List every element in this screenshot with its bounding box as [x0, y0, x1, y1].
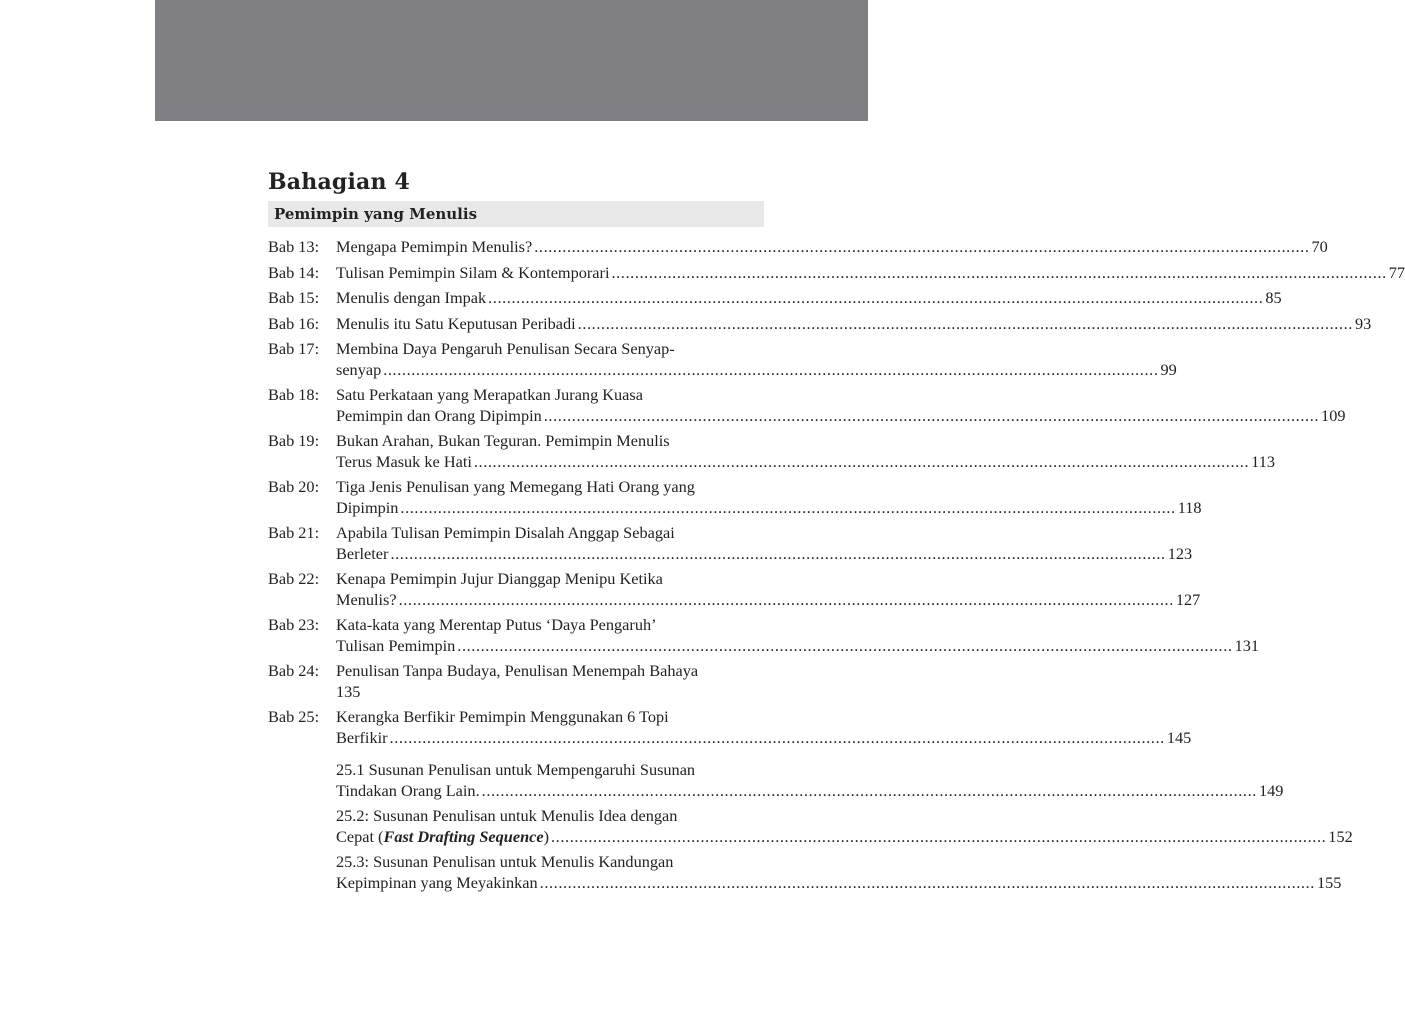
chapter-title	[336, 569, 1200, 610]
page-number: 109	[1321, 405, 1346, 425]
dot-leader	[551, 827, 1326, 848]
chapter-title-last-line	[336, 636, 1259, 657]
toc-entry	[268, 339, 1177, 380]
chapter-title-text: Mengapa Pemimpin Menulis?	[336, 237, 533, 256]
chapter-number: Bab 23:	[268, 615, 320, 634]
subsection-title-text: Kepimpinan yang Meyakinkan	[336, 872, 538, 892]
toc-entry	[268, 288, 1282, 309]
chapter-title-line: Bukan Arahan, Bukan Teguran. Pemimpin Menulis	[336, 431, 670, 450]
page-number: 118	[1177, 497, 1202, 517]
chapter-number: Bab 15:	[268, 288, 320, 307]
dot-leader	[390, 728, 1165, 749]
chapter-title	[336, 339, 1177, 380]
page-number: 155	[1316, 872, 1342, 892]
dot-leader	[474, 452, 1249, 473]
chapter-title-line: Tiga Jenis Penulisan yang Memegang Hati Orang yang	[336, 477, 695, 496]
subsection-title	[316, 760, 1283, 801]
chapter-title-line: 135	[336, 681, 361, 701]
page-number: 123	[1167, 543, 1193, 563]
chapter-number: Bab 24:	[268, 661, 320, 680]
chapter-title-text: Tulisan Pemimpin	[336, 635, 456, 655]
chapter-title-line: Kerangka Berfikir Pemimpin Menggunakan 6 Topi	[336, 707, 669, 726]
dot-leader	[611, 263, 1386, 284]
chapter-title-text: Tulisan Pemimpin Silam & Kontemporari	[336, 262, 610, 282]
toc-subentry	[316, 852, 1342, 893]
chapter-title-text: Menulis dengan Impak	[336, 288, 487, 307]
dot-leader	[482, 781, 1257, 802]
page-number: 149	[1258, 780, 1284, 800]
dot-leader	[400, 498, 1175, 519]
section-title: Pemimpin yang Menulis	[268, 201, 764, 227]
toc-entry	[268, 615, 1259, 656]
toc-entry	[268, 237, 1328, 258]
chapter-title	[336, 523, 1192, 564]
toc-entry	[268, 431, 1275, 472]
chapter-title	[336, 477, 1202, 518]
table-of-contents	[268, 237, 1405, 893]
chapter-title-last-line	[336, 288, 1282, 309]
toc-entry	[268, 477, 1202, 518]
chapter-number: Bab 22:	[268, 569, 320, 588]
chapter-title	[336, 263, 1405, 284]
toc-entry	[268, 523, 1193, 564]
chapter-number: Bab 16:	[268, 313, 320, 333]
chapter-title-text: Terus Masuk ke Hati	[336, 451, 472, 471]
toc-subentry	[316, 806, 1353, 847]
chapter-title-line: Kenapa Pemimpin Jujur Dianggap Menipu Ketika	[336, 569, 663, 588]
subsection-title-last-line	[336, 781, 1283, 802]
subsection-title	[316, 852, 1341, 893]
subsection-title-emphasis: Fast Drafting Sequence	[383, 826, 544, 846]
toc-entry	[268, 385, 1346, 426]
chapter-title	[336, 661, 764, 702]
chapter-title-last-line	[336, 237, 1328, 258]
dot-leader	[399, 590, 1174, 611]
chapter-title	[336, 237, 1328, 258]
dot-leader	[544, 406, 1319, 427]
chapter-title	[336, 431, 1275, 472]
chapter-title-line: Membina Daya Pengaruh Penulisan Secara Senyap-	[336, 339, 675, 358]
chapter-title	[336, 314, 1371, 335]
subsection-title	[316, 806, 1353, 847]
chapter-title-line: Apabila Tulisan Pemimpin Disalah Anggap Sebagai	[336, 523, 675, 542]
chapter-title-line: Kata-kata yang Merentap Putus ‘Daya Pengaruh’	[336, 615, 657, 634]
part-title: Bahagian 4	[268, 169, 411, 195]
dot-leader	[457, 636, 1232, 657]
chapter-title-text: Menulis itu Satu Keputusan Peribadi	[336, 313, 576, 333]
header-band	[155, 0, 868, 121]
chapter-title	[336, 385, 1345, 426]
chapter-title-last-line	[336, 314, 1371, 335]
chapter-number: Bab 18:	[268, 385, 320, 404]
chapter-number: Bab 21:	[268, 523, 320, 542]
chapter-title-last-line	[336, 360, 1177, 381]
toc-entry	[268, 707, 1192, 748]
subsection-title-line: 25.3: Susunan Penulisan untuk Menulis Kandungan	[336, 852, 674, 871]
page-number: 113	[1251, 451, 1275, 471]
chapter-number: Bab 20:	[268, 477, 320, 496]
chapter-title	[336, 615, 1259, 656]
page-number: 131	[1234, 635, 1259, 655]
subsection-title-line: 25.2: Susunan Penulisan untuk Menulis Idea dengan	[336, 806, 678, 825]
subsection-title-line: 25.1 Susunan Penulisan untuk Mempengaruhi Susunan	[336, 760, 696, 779]
chapter-title-text: Berfikir	[336, 727, 388, 747]
page-number: 99	[1160, 359, 1177, 379]
chapter-title-last-line	[336, 728, 1191, 749]
page-number: 77	[1388, 262, 1405, 282]
chapter-title-last-line	[336, 452, 1275, 473]
dot-leader	[534, 237, 1309, 258]
chapter-title-text: Berleter	[336, 543, 389, 563]
chapter-number: Bab 13:	[268, 237, 320, 256]
chapter-number: Bab 17:	[268, 339, 320, 358]
chapter-title	[336, 707, 1191, 748]
chapter-title-last-line	[336, 263, 1405, 284]
chapter-title-last-line	[336, 406, 1345, 427]
toc-subentry	[316, 760, 1284, 801]
toc-entry	[268, 313, 1372, 335]
subsection-title-last-line	[336, 873, 1341, 894]
chapter-title-last-line	[336, 498, 1202, 519]
toc-entry	[268, 661, 764, 702]
dot-leader	[383, 360, 1158, 381]
toc-content	[268, 167, 1405, 898]
chapter-title-text: senyap	[336, 359, 382, 379]
page-number: 93	[1354, 313, 1372, 333]
chapter-title-text: Pemimpin dan Orang Dipimpin	[336, 405, 542, 425]
chapter-title-text: Dipimpin	[336, 497, 399, 517]
subsection-title-text: Cepat (Fast Drafting Sequence)	[336, 826, 550, 846]
chapter-title-last-line	[336, 544, 1192, 565]
dot-leader	[578, 314, 1353, 335]
dot-leader	[390, 544, 1165, 565]
chapter-number: Bab 25:	[268, 707, 320, 726]
page-number: 127	[1175, 589, 1201, 609]
subsection-title-text: Tindakan Orang Lain.	[336, 780, 480, 800]
toc-entry	[268, 262, 1405, 284]
chapter-number: Bab 19:	[268, 431, 320, 450]
page-number: 145	[1166, 727, 1192, 747]
subsection-title-last-line	[336, 827, 1353, 848]
chapter-title-last-line	[336, 590, 1200, 611]
chapter-title-text: Menulis?	[336, 589, 397, 609]
chapter-title	[336, 288, 1282, 309]
page-number: 70	[1311, 237, 1328, 256]
chapter-title-line: Satu Perkataan yang Merapatkan Jurang Kuasa	[336, 385, 643, 404]
chapter-number: Bab 14:	[268, 262, 320, 282]
dot-leader	[540, 873, 1315, 894]
page-number: 85	[1265, 288, 1282, 307]
toc-entry	[268, 569, 1201, 610]
page-number: 152	[1328, 826, 1353, 846]
chapter-title-line: Penulisan Tanpa Budaya, Penulisan Menempah Bahaya	[336, 661, 699, 680]
dot-leader	[488, 288, 1263, 309]
